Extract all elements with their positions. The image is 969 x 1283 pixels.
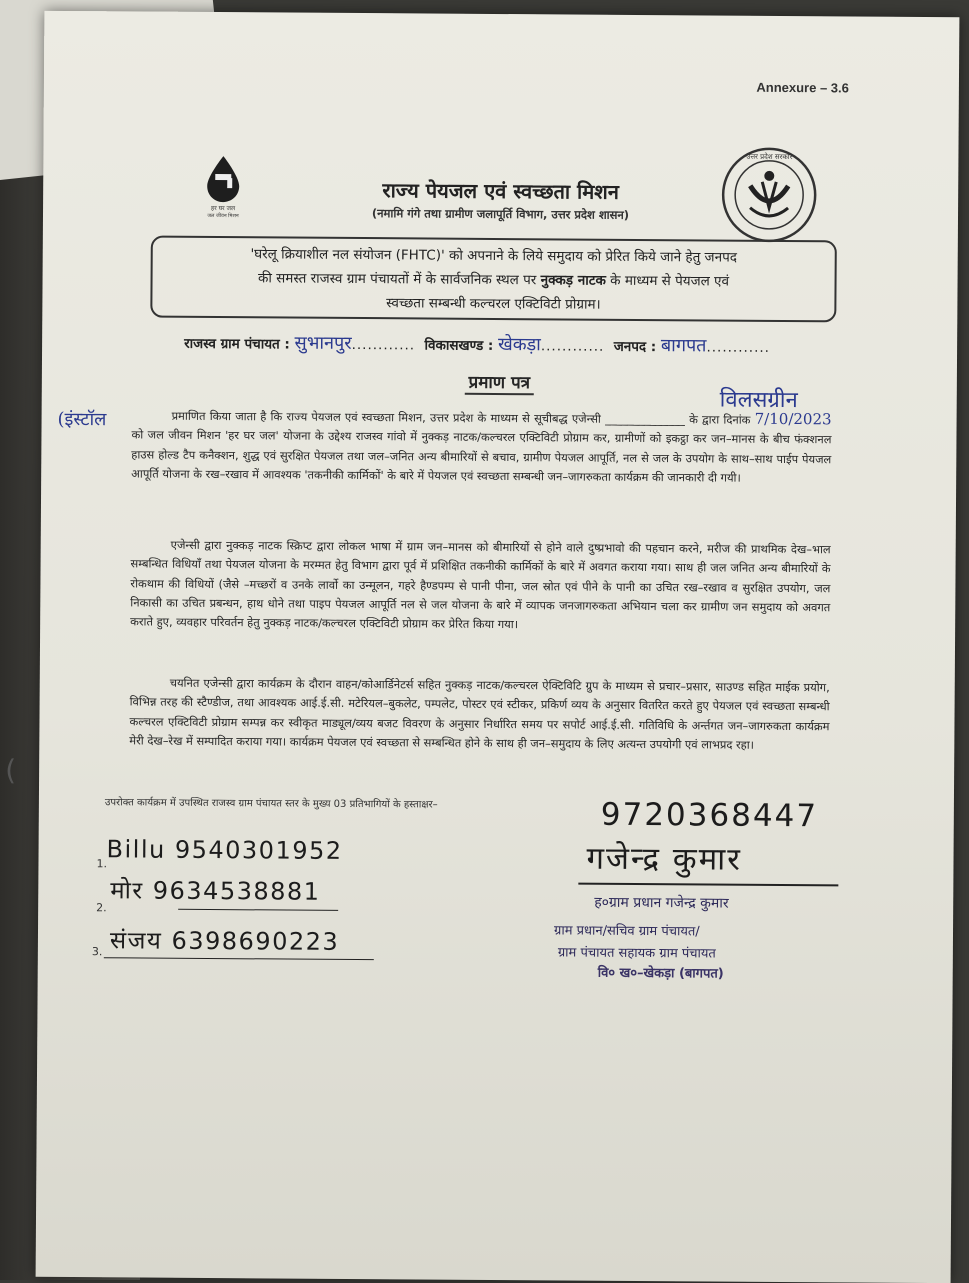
program-line-1: 'घरेलू क्रियाशील नल संयोजन (FHTC)' को अपनाने के लिये समुदाय को प्रेरित किये जाने हेतु जनपद xyxy=(250,246,737,266)
participant-2: मोर 9634538881 xyxy=(110,876,321,906)
block-label: विकासखण्ड : xyxy=(424,337,494,354)
svg-text:उत्तर प्रदेश सरकार: उत्तर प्रदेश सरकार xyxy=(746,152,793,162)
block-value: खेकड़ा xyxy=(497,333,541,356)
participant-number: 3. xyxy=(91,945,103,959)
document-page xyxy=(5,11,960,1283)
page-subtitle: (नमामि गंगे तथा ग्रामीण जलापूर्ति विभाग, उत्तर प्रदेश शासन) xyxy=(371,206,630,222)
pradhan-role-line-1: ग्राम प्रधान/सचिव ग्राम पंचायत/ xyxy=(553,923,700,940)
participant-number: 1. xyxy=(96,857,108,871)
pradhan-phone: 9720368447 xyxy=(600,796,819,835)
pradhan-signature: गजेन्द्र कुमार xyxy=(586,840,743,878)
panchayat-value: सुभानपुर xyxy=(294,332,352,354)
paragraph-2: एजेन्सी द्वारा नुक्कड़ नाटक स्क्रिप्ट द्वारा लोकल भाषा में ग्राम जन–मानस को बीमारियों से होने वाले दुष्प्रभावो की पहचान करने, मरीज की प्राथमिक देख–भाल सम्बन्धित विधियाँ तथा पेयजल योजना के मरम्मत हेतु विभाग द्वारा पूर्व में प्रशिक्षित तकनीकी कार्मिकों के बारे में अवगत कराया गया। साथ ही जल जनित अन्य बीमारियों के रोकथाम की विधियों (जैसे –मच्छरों व उनके लार्वो का उन्मूलन, गहरे हैण्डपम्प से पानी पीना, जल स्रोत एवं पीने के पानी का उचित रख–रखाव व सुरक्षित उपयोग, जल निकासी का उचित प्रबन्धन, हाथ धोने तथा पाइप पेयजल आपूर्ति नल से जल योजना के बारे में व्यापक जनजागरुकता अभियान चला कर ग्रामीण जन समुदाय को अवगत कराते हुए, व्यवहार परिवर्तन हेतु नुक्कड़ नाटक/कल्चरल एक्टिविटी प्रोग्राम कर प्रेरित किया गया। xyxy=(130,537,831,632)
paragraph-1: प्रमाणित किया जाता है कि राज्य पेयजल एवं स्वच्छता मिशन, उत्तर प्रदेश के माध्यम से सूचीबद्ध एजेन्सी ______________ के द्वारा दिनांक 7/10/2023 को जल जीवन मिशन 'हर घर जल' योजना के उद्देश्य राजस्व गांवो में नुक्कड़ नाटक/कल्चरल एक्टिविटी प्रोग्राम कर, ग्रामीणों को इकट्ठा कर जन–मानस के बीच फंक्शनल हाउस होल्ड टैप कनैक्शन, शुद्ध एवं सुरक्षित पेयजल तथा जल–जनित अन्य बीमारियों से बचाव, ग्रामीण पेयजल आपूर्ति, नल से जल के उपयोग के साथ–साथ पाईप पेयजल आपूर्ति योजना के रख–रखाव में आवश्यक 'तकनीकी कार्मिकों' के बारे में पेयजल एवं स्वच्छता सम्बन्धी जन–जागरुकता कार्यक्रम की जानकारी दी गयी। xyxy=(131,408,832,485)
program-line-3: स्वच्छता सम्बन्धी कल्चरल एक्टिविटी प्रोग्राम। xyxy=(386,295,601,313)
page-title: राज्य पेयजल एवं स्वच्छता मिशन xyxy=(382,178,620,204)
margin-mark: ( xyxy=(5,753,17,787)
svg-text:जल जीवन मिशन: जल जीवन मिशन xyxy=(207,212,239,220)
signature-underline xyxy=(578,883,838,887)
svg-text:हर घर जल: हर घर जल xyxy=(211,204,236,213)
pradhan-stamp-name: ह०ग्राम प्रधान गजेन्द्र कुमार xyxy=(594,894,729,912)
participant-number: 2. xyxy=(96,901,107,915)
participant-1: Billu 9540301952 xyxy=(106,835,343,865)
pradhan-role-line-2: ग्राम पंचायत सहायक ग्राम पंचायत xyxy=(557,945,716,962)
program-line-2: की समस्त राजस्व ग्राम पंचायतों में के सार्वजनिक स्थल पर नुक्कड़ नाटक के माध्यम से पेयजल एवं xyxy=(257,270,730,290)
annexure-label: Annexure – 3.6 xyxy=(756,79,849,96)
participant-3: संजय 6398690223 xyxy=(109,926,340,956)
handwritten-date: 7/10/2023 xyxy=(754,409,832,429)
handwritten-agency: विलसग्रीन xyxy=(719,387,798,414)
panchayat-label: राजस्व ग्राम पंचायत : xyxy=(184,335,290,353)
handwritten-installer: (इंस्टॉल xyxy=(57,408,107,431)
district-value: बागपत xyxy=(660,335,707,357)
certificate-heading: प्रमाण पत्र xyxy=(42,367,957,396)
paragraph-3: चयनित एजेन्सी द्वारा कार्यक्रम के दौरान वाहन/कोआर्डिनेटर्स सहित नुक्कड़ नाटक/कल्चरल ऐक्टिविटि ग्रुप के माध्यम से प्रचार–प्रसार, साउण्ड सहित माईक प्रयोग, विभिन्न तरह की स्टैण्डीज, तथा आवश्यक आई.ई.सी. मटेरियल–बुकलेट, पम्पलेट, पोस्टर एवं स्टीकर, प्रकिर्ण व्यय के अनुसार वितरित करते हुए पेयजल एवं स्वच्छता सम्बन्धी कल्चरल एक्टिविटी प्रोग्राम सम्पन्न कर स्वीकृत माड्यूल/व्यय बजट विवरण के अनुसार निर्धारित समय पर सपोर्ट आई.ई.सी. गतिविधि के अर्न्तगत जन–जागरुकता कार्यक्रम मेरी देख–रेख में सम्पादित कराया गया। कार्यक्रम पेयजल एवं स्वच्छता से सम्बन्धित होने के साथ ही जन–समुदाय के लिए अत्यन्त उपयोगी एवं लाभप्रद रहा। xyxy=(129,675,830,752)
location-fields: राजस्व ग्राम पंचायत : सुभानपुर............ विकासखण्ड : खेकड़ा............ जनपद : बागपत............ xyxy=(184,332,771,357)
participants-note: उपरोक्त कार्यक्रम में उपस्थित राजस्व ग्राम पंचायत स्तर के मुख्य 03 प्रतिभागियों के हस्ताक्षर– xyxy=(104,797,438,811)
program-description-box xyxy=(150,236,837,323)
participant-2-underline xyxy=(178,909,338,911)
pradhan-stamp-place: वि० ख०–खेकड़ा (बागपत) xyxy=(597,965,724,982)
district-label: जनपद : xyxy=(613,338,657,356)
